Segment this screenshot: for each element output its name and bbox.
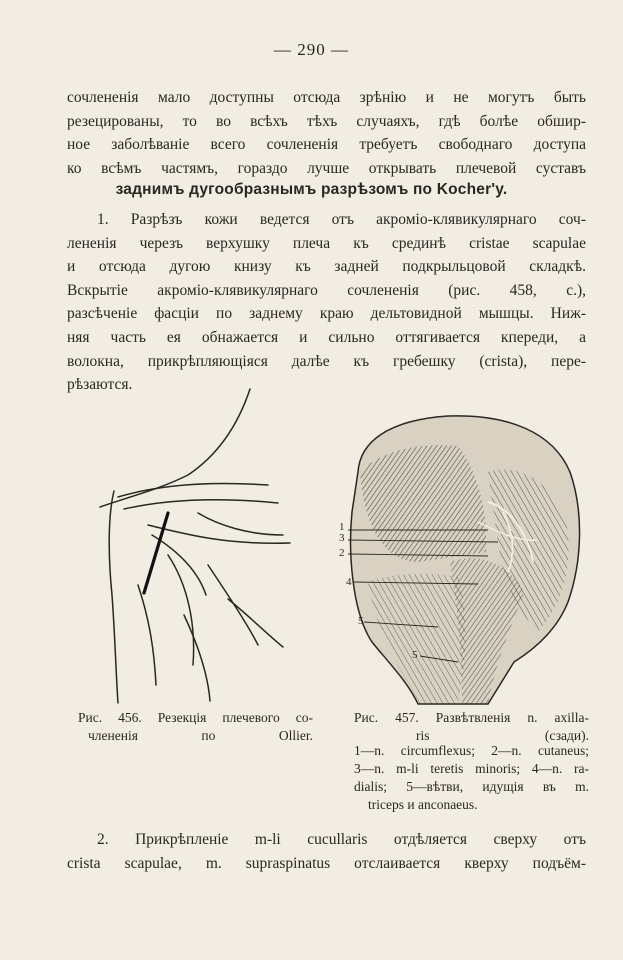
- text-line: ко всѣмъ частямъ, гораздо лучше открывать плечевой суставъ: [67, 159, 586, 177]
- figure-457-label: 3: [339, 532, 345, 544]
- text-line: сочлененія мало доступны отсюда зрѣнію и не могутъ быть: [67, 89, 586, 106]
- legend-line: triceps и anconaeus.: [368, 797, 478, 812]
- text-line: crista scapulae, m. supraspinatus отслаивается кверху подъём-: [67, 854, 586, 872]
- figure-456-shoulder-drawing: [78, 385, 308, 705]
- legend-line: 1—n. circumflexus; 2—n. cutaneus;: [354, 743, 589, 758]
- figure-457-label: 5: [412, 649, 418, 661]
- figure-456-caption: [78, 709, 313, 745]
- figure-457-label: 2: [339, 547, 345, 559]
- paragraph-1: [67, 208, 586, 397]
- text-line: резецированы, то во всѣхъ тѣхъ случаяхъ, гдѣ болѣе обшир-: [67, 112, 586, 130]
- paragraph-top: [67, 86, 586, 180]
- caption-line: ris (сзади).: [416, 728, 589, 743]
- page-number: — 290 —: [274, 40, 349, 59]
- text-line: волокна, прикрѣпляющіяся далѣе къ гребешку (crista), пере-: [67, 352, 586, 370]
- text-line: 1. Разрѣзъ кожи ведется отъ акроміо-клявикулярнаго соч-: [97, 211, 586, 228]
- legend-line: 3—n. m-li teretis minoris; 4—n. ra-: [354, 761, 589, 776]
- legend-line: dialis; 5—вѣтви, идущія въ m.: [354, 779, 589, 794]
- paragraph-2: [67, 828, 586, 875]
- figure-457-label: 4: [346, 576, 352, 588]
- text-line: ное заболѣваніе всего сочлененія требуетъ свободнаго доступа: [67, 136, 586, 154]
- figure-457-label: 1: [339, 521, 345, 533]
- caption-line: Рис. 456. Резекція плечевого со-: [78, 710, 313, 725]
- caption-line: члененія по Ollier.: [88, 728, 313, 743]
- section-subheading: заднимъ дугообразнымъ разрѣзомъ по Kocher'y.: [115, 181, 508, 198]
- text-line: няя часть ея обнажается и сильно оттягивается кпереди, а: [67, 328, 586, 346]
- figure-457-anatomy-engraving: [338, 412, 588, 707]
- text-line: лененія черезъ верхушку плеча къ срединѣ cristae scapulae: [67, 234, 586, 252]
- text-line: разсѣченіе фасціи по заднему краю дельтовидной мышцы. Ниж-: [67, 305, 586, 323]
- figure-457-caption: [354, 709, 589, 745]
- caption-line: Рис. 457. Развѣтвленія n. axilla-: [354, 710, 589, 725]
- figure-457-label: 5: [358, 615, 364, 627]
- text-line: 2. Прикрѣпленіе m-li cucullaris отдѣляется сверху отъ: [97, 831, 586, 848]
- text-line: и отсюда дугою книзу къ задней подкрыльцовой складкѣ.: [67, 258, 586, 276]
- figure-457-legend: [354, 742, 589, 814]
- text-line: рѣзаются.: [67, 376, 133, 394]
- text-line: Вскрытіе акроміо-клявикулярнаго сочлененія (рис. 458, с.),: [67, 281, 586, 299]
